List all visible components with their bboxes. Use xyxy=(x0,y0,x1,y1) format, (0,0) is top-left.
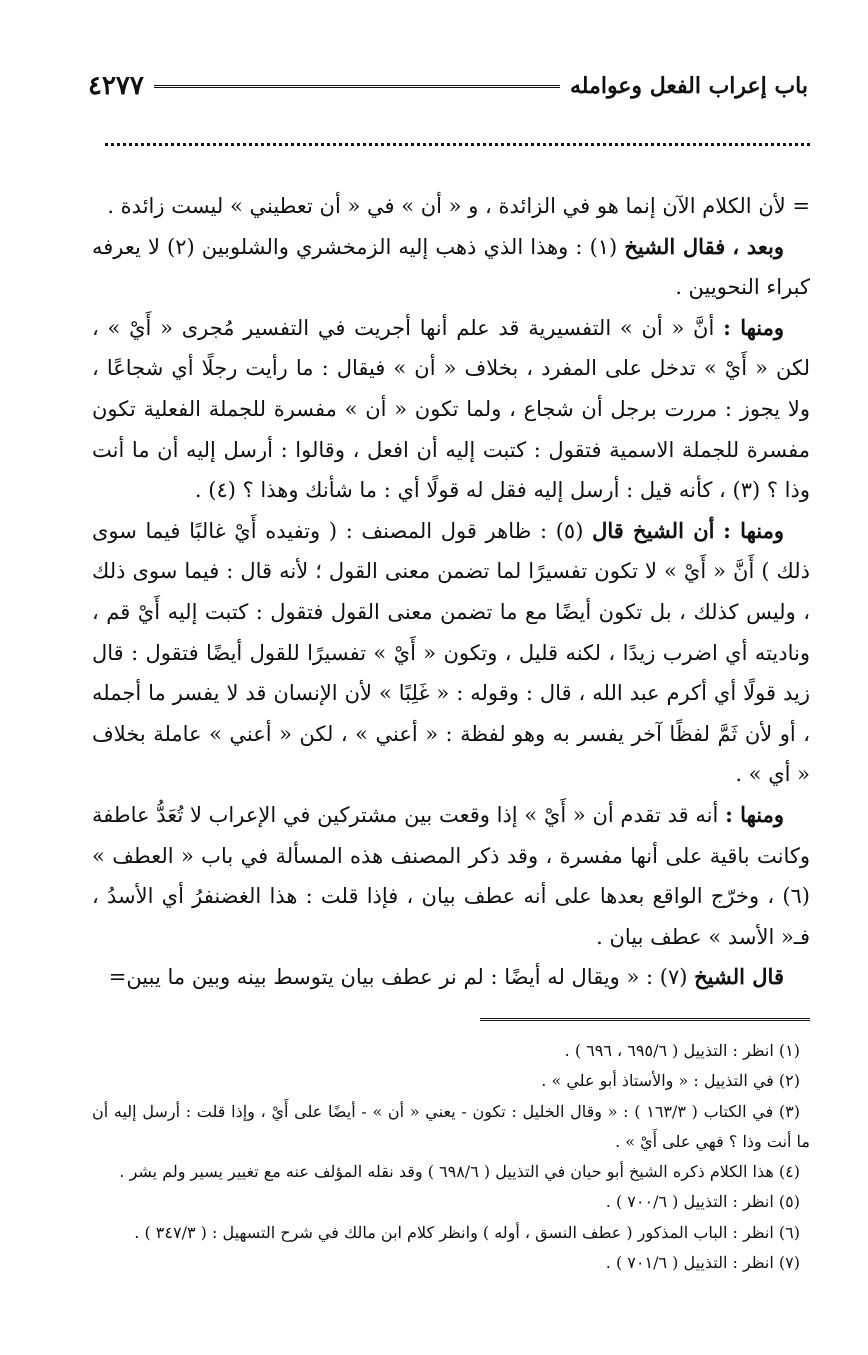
footnote-1: (١) انظر : التذييل ( ٦٩٥/٦ ، ٦٩٦ ) . xyxy=(564,1041,800,1060)
footnote-6: (٦) انظر : الباب المذكور ( عطف النسق ، أوله ) وانظر كلام ابن مالك في شرح التسهيل : ( ٣٤٧/٣ ) . xyxy=(134,1222,800,1242)
footnote-3: (٣) في الكتاب ( ١٦٣/٣ ) : « وقال الخليل : تكون - يعني « أن » - أيضًا على أَيْ ، وإذا قلت : أرسل إليه أن ما أنت وذا ؟ فهي على أَيْ » . xyxy=(92,1101,810,1151)
footnote-5: (٥) انظر : التذييل ( ٧٠٠/٦ ) . xyxy=(605,1192,800,1212)
paragraph-6-heading: قال الشيخ xyxy=(694,964,784,990)
paragraph-5-lead: ومنها : xyxy=(725,801,784,827)
page-number: ٤٢٧٧ xyxy=(88,71,144,101)
footnote-2: (٢) في التذييل : « والأستاذ أبو علي » . xyxy=(541,1071,800,1091)
paragraph-4 xyxy=(92,511,810,795)
paragraph-4-lead: ومنها : xyxy=(723,517,784,543)
paragraph-3 xyxy=(92,308,810,511)
paragraph-2-text: (١) : وهذا الذي ذهب إليه الزمخشري والشلوبين (٢) لا يعرفه كبراء النحويين . xyxy=(92,234,810,300)
paragraph-2-lead: وبعد ، xyxy=(732,233,784,259)
paragraph-6-text: (٧) : « ويقال له أيضًا : لم نر عطف بيان يتوسط بينه وبين ما يبين= xyxy=(108,965,688,990)
running-header xyxy=(88,70,808,102)
chapter-title: باب إعراب الفعل وعوامله xyxy=(569,73,808,99)
paragraph-2-heading: فقال الشيخ xyxy=(624,233,726,259)
paragraph-2 xyxy=(92,227,810,308)
paragraph-4-text: (٥) : ظاهر قول المصنف : ( وتفيده أَيْ غالبًا فيما سوى ذلك ) أَنَّ « أَيْ » لا تكون تفسيرًا لما تضمن معنى القول ؛ لأنه قال : فيما سوى ذلك ، وليس كذلك ، بل تكون أيضًا مع ما تضمن معنى القول فتقول : كتبت إليه أَيْ قم ، وناديته أي اضرب زيدًا ، لكنه قليل ، وتكون « أَيْ » تفسيرًا للقول أيضًا فتقول : قال زيد قولًا أي أكرم عبد الله ، قال : وقوله : « غَلِبًا » لأن الإنسان قد لا يفسر ما أجمله ، أو لأن ثَمَّ لفظًا آخر يفسر به وهو لفظة : « أعني » ، لكن « أعني » عاملة بخلاف « أي » . xyxy=(92,518,810,787)
main-text xyxy=(92,186,810,998)
footnote-4: (٤) هذا الكلام ذكره الشيخ أبو حيان في التذييل ( ٦٩٨/٦ ) وقد نقله المؤلف عنه مع تغيير يسير ولم يشر . xyxy=(119,1162,800,1182)
footnote-rule xyxy=(480,1018,810,1021)
paragraph-5 xyxy=(92,795,810,957)
paragraph-3-lead: ومنها : xyxy=(723,314,785,340)
paragraph-6 xyxy=(92,957,810,998)
dotted-separator xyxy=(105,143,810,146)
footnotes xyxy=(92,1036,810,1278)
header-rule xyxy=(154,85,560,88)
paragraph-3-text: أنَّ « أن » التفسيرية قد علم أنها أجريت في التفسير مُجرى « أَيْ » ، لكن « أَيْ » تدخل على المفرد ، بخلاف « أن » فيقال : ما رأيت رجلًا أي شجاعًا ، ولا يجوز : مررت برجل أن شجاع ، ولما تكون « أن » مفسرة للجملة الفعلية تكون مفسرة للجملة الاسمية فتقول : كتبت إليه أن افعل ، وقالوا : أرسل إليه أن ما أنت وذا ؟ (٣) ، كأنه قيل : أرسل إليه فقل له قولًا أي : ما شأنك وهذا ؟ (٤) . xyxy=(92,315,810,503)
footnote-7: (٧) انظر : التذييل ( ٧٠١/٦ ) . xyxy=(605,1253,800,1273)
paragraph-1: = لأن الكلام الآن إنما هو في الزائدة ، و « أن » في « أن تعطيني » ليست زائدة . xyxy=(107,194,810,218)
paragraph-4-heading: أن الشيخ قال xyxy=(592,517,715,543)
paragraph-5-text: أنه قد تقدم أن « أَيْ » إذا وقعت بين مشتركين في الإعراب لا تُعَدُّ عاطفة وكانت باقية على أنها مفسرة ، وقد ذكر المصنف هذه المسألة في باب « العطف » (٦) ، وخرّج الواقع بعدها على أنه عطف بيان ، فإذا قلت : هذا الغضنفرُ أي الأسدُ ، فـ« الأسد » عطف بيان . xyxy=(92,802,810,949)
